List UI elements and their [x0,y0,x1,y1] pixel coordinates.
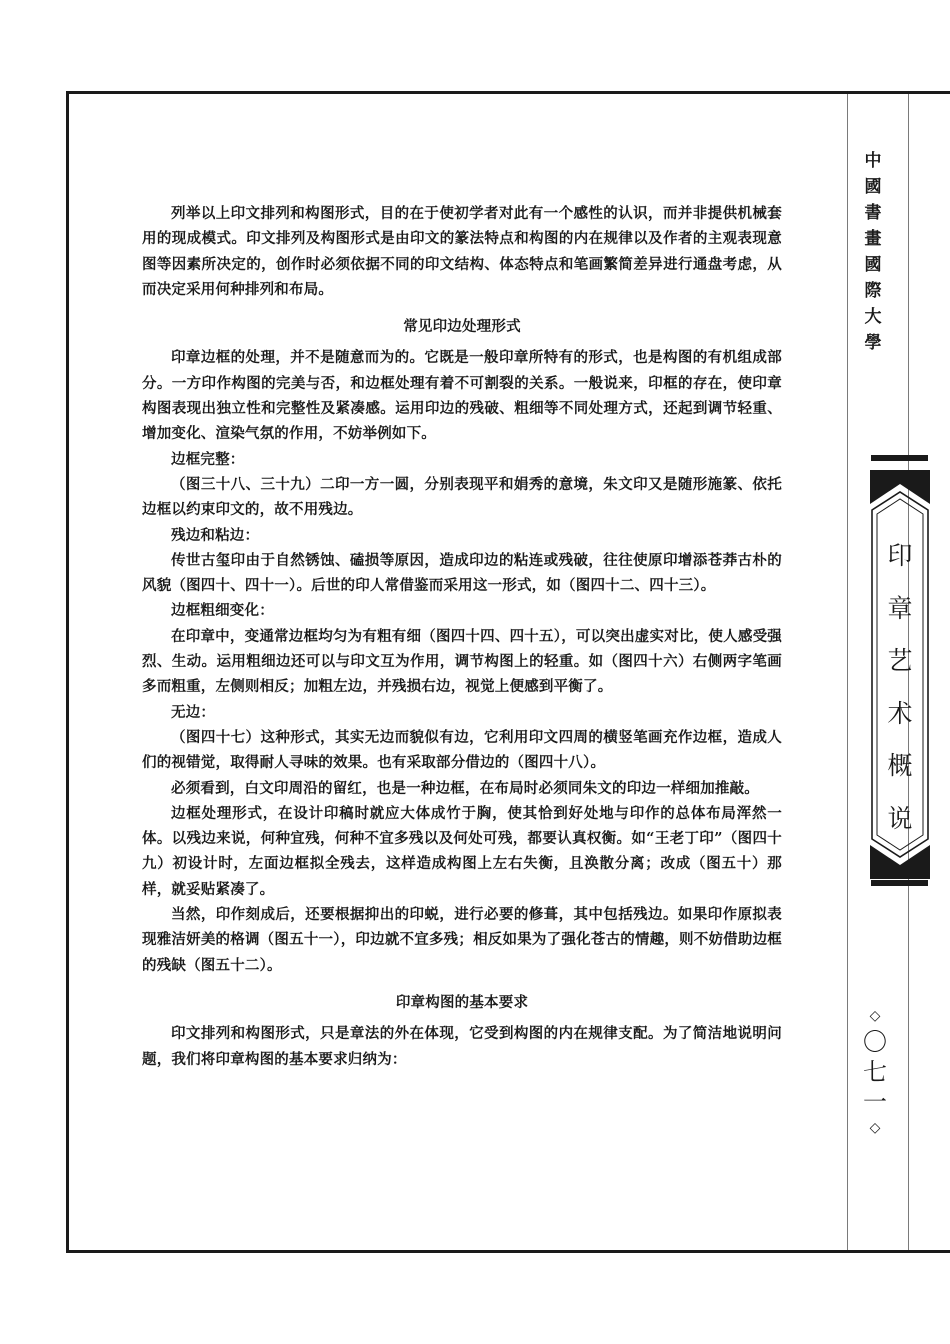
paragraph-no-border: （图四十七）这种形式，其实无边而貌似有边，它利用印文四周的横竖笔画充作边框，造成人们的视错觉，取得耐人寻味的效果。也有采取部分借边的（图四十八）。 [142,728,782,772]
section-heading-basic-requirements: 印章构图的基本要求 [395,993,529,1011]
paragraph-border-overview: 印章边框的处理，并不是随意而为的。它既是一般印章所特有的形式，也是构图的有机组成部分。一方印作构图的完美与否，和边框处理有着不可割裂的关系。一般说来，印框的存在，使印章构图表现出独立性和完整性及紧凑感。运用印边的残破、粗细等不同处理方式，还起到调节轻重、增加变化、渲染气氛的作用，不妨举例如下。 [142,349,782,443]
book-title-char: 说 [887,803,913,833]
university-name [858,148,888,356]
page-number-digit: 七 [863,1058,887,1086]
page-number-digit: 一 [863,1088,887,1116]
book-title-char: 术 [887,698,913,728]
subheading-complete-border: 边框完整： [171,450,245,468]
university-char: 國 [864,177,882,197]
paragraph-complete-border: （图三十八、三十九）二印一方一圆，分别表现平和娟秀的意境，朱文印又是随形施篆、依托边框以约束印文的，故不用残边。 [142,475,782,519]
book-title-char: 印 [887,541,913,570]
diamond-ornament-icon: ◇ [869,1008,881,1024]
frame-left-border [66,91,69,1253]
frame-bottom-border [66,1250,950,1253]
paragraph-intro: 列举以上印文排列和构图形式，目的在于使初学者对此有一个感性的认识，而并非提供机械套用的现成模式。印文排列及构图形式是由印文的篆法特点和构图的内在规律以及作者的主观表现意图等因素所决定的，创作时必须依据不同的印文结构、体态特点和笔画繁简差异进行通盘考虑，从而决定采用何种排列和布局。 [142,205,782,298]
book-title-char: 概 [887,751,913,780]
subheading-broken-border: 残边和粘边： [171,526,260,544]
paragraph-requirements-intro: 印文排列和构图形式，只是章法的外在体现，它受到构图的内在规律支配。为了简洁地说明问题，我们将印章构图的基本要求归纳为： [142,1025,782,1068]
paragraph-border-design: 边框处理形式，在设计印稿时就应大体成竹于胸，使其恰到好处地与印作的总体布局浑然一体。以残边来说，何种宜残，何种不宜多残以及何处可残，都要认真权衡。如“王老丁印”（图四十九）初设计时，左面边框拟全残去，这样造成构图上左右失衡，且涣散分离；改成（图五十）那样，就妥贴紧凑了。 [142,804,782,898]
subheading-no-border: 无边： [171,703,216,721]
page-number [858,1005,892,1139]
subheading-thickness-variation: 边框粗细变化： [171,602,274,620]
paragraph-finishing: 当然，印作刻成后，还要根据抑出的印蜕，进行必要的修葺，其中包括残边。如果印作原拟表现雅洁妍美的格调（图五十一），印边就不宜多残；相反如果为了强化苍古的情趣，则不妨借助边框的残缺（图五十二）。 [142,906,782,974]
margin-rule-left [847,94,848,1250]
frame-top-border [66,91,950,94]
university-char: 際 [864,281,882,301]
body-text [142,201,782,1072]
paragraph-thickness-variation: 在印章中，变通常边框均匀为有粗有细（图四十四、四十五），可以突出虚实对比，使人感受强烈、生动。运用粗细边还可以与印文互为作用，调节构图上的轻重。如（图四十六）右侧两字笔画多而粗重，左侧则相反；加粗左边，并残损右边，视觉上便感到平衡了。 [142,627,782,696]
diamond-ornament-icon: ◇ [869,1120,881,1136]
paragraph-white-text-seal: 必须看到，白文印周沿的留红，也是一种边框，在布局时必须同朱文的印边一样细加推敲。 [171,779,759,797]
university-char: 國 [864,255,882,275]
university-char: 大 [864,307,882,327]
book-title [880,530,920,845]
badge-top-bar [871,455,928,461]
book-title-char: 章 [887,593,913,623]
university-char: 學 [864,333,882,353]
university-char: 書 [864,203,882,223]
university-char: 中 [864,151,882,171]
page-number-digit: 〇 [863,1028,887,1056]
paragraph-broken-border: 传世古玺印由于自然锈蚀、磕损等原因，造成印边的粘连或残破，往往使原印增添苍莽古朴的风貌（图四十、四十一）。后世的印人常借鉴而采用这一形式，如（图四十二、四十三）。 [142,551,782,595]
university-char: 畫 [864,229,882,249]
book-title-char: 艺 [887,646,913,675]
section-heading-border-forms: 常见印边处理形式 [403,318,521,336]
